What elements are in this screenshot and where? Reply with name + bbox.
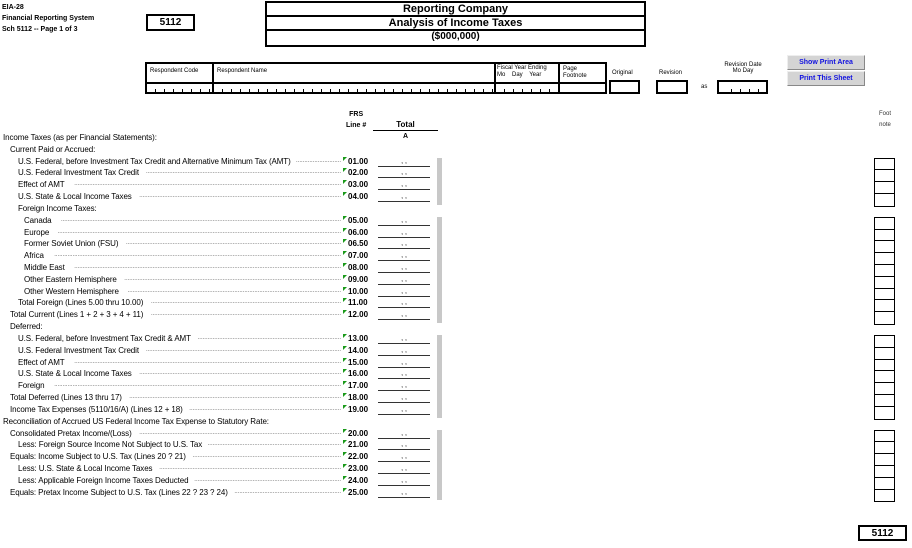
- footnote-cell[interactable]: [875, 371, 894, 383]
- original-label: Original: [612, 70, 633, 76]
- row-lead: [0, 309, 341, 321]
- total-input[interactable]: , ,: [378, 381, 430, 391]
- footnote-cell[interactable]: [875, 194, 894, 206]
- row-label: Effect of AMT: [18, 180, 65, 190]
- form-row: [0, 345, 440, 357]
- form-row: [0, 439, 440, 451]
- leader-dots: ......................................................................................: [197, 334, 341, 341]
- section-heading: [0, 416, 440, 428]
- total-input[interactable]: , ,: [378, 157, 430, 167]
- footnote-cell[interactable]: [875, 182, 894, 194]
- units-title: ($000,000): [431, 31, 480, 42]
- schedule-page: Sch 5112 -- Page 1 of 3: [2, 26, 78, 33]
- leader-dots: ............................................................................................................................................................................: [54, 382, 341, 389]
- line-number: 10.00: [348, 286, 369, 296]
- row-label: Other Eastern Hemisphere: [24, 274, 117, 284]
- total-input[interactable]: , ,: [378, 429, 430, 439]
- row-label: Less: U.S. State & Local Income Taxes: [18, 463, 153, 473]
- page-footnote-label: Page Footnote: [563, 66, 587, 79]
- total-input[interactable]: , ,: [378, 251, 430, 261]
- leader-dots: ................................................................................................................................: [127, 287, 341, 294]
- total-input[interactable]: , ,: [378, 228, 430, 238]
- comment-marker-icon: [343, 464, 347, 468]
- row-lead: [0, 333, 341, 345]
- comment-marker-icon: [343, 381, 347, 385]
- respondent-code-label: Respondent Code: [150, 68, 199, 74]
- form-row: [0, 297, 440, 309]
- line-number: 06.00: [348, 227, 369, 237]
- form-row: [0, 191, 440, 203]
- row-label: Effect of AMT: [18, 357, 65, 367]
- footnote-header: Foot note: [878, 111, 891, 128]
- footnote-cell[interactable]: [875, 431, 894, 443]
- total-input[interactable]: , ,: [378, 452, 430, 462]
- comment-marker-icon: [343, 251, 347, 255]
- row-lead: [0, 144, 341, 156]
- leader-dots: ..........................................................................................................................................................................: [57, 228, 341, 235]
- line-number: 25.00: [348, 487, 369, 497]
- line-number: 09.00: [348, 274, 369, 284]
- footnote-column: [874, 217, 895, 325]
- footer-schedule-code: 5112: [858, 525, 907, 541]
- row-lead: [0, 179, 341, 191]
- total-input[interactable]: , ,: [378, 298, 430, 308]
- leader-dots: .........................................................................................................................: [139, 429, 341, 436]
- line-number: 02.00: [348, 168, 369, 178]
- footnote-cell[interactable]: [875, 300, 894, 312]
- total-input[interactable]: , ,: [378, 287, 430, 297]
- line-number: 05.00: [348, 215, 369, 225]
- total-input[interactable]: , ,: [378, 393, 430, 403]
- row-lead: [0, 404, 341, 416]
- row-lead: [0, 345, 341, 357]
- total-input[interactable]: , ,: [378, 358, 430, 368]
- row-lead: [0, 286, 341, 298]
- comment-marker-icon: [343, 275, 347, 279]
- footnote-cell[interactable]: [875, 265, 894, 277]
- section-heading: [0, 203, 440, 215]
- group-bar: [437, 335, 442, 418]
- row-label: Other Western Hemisphere: [24, 286, 119, 296]
- leader-dots: .........................................................................................: [192, 453, 341, 460]
- footnote-cell[interactable]: [875, 241, 894, 253]
- comment-marker-icon: [343, 476, 347, 480]
- row-lead: [0, 428, 341, 440]
- footnote-cell[interactable]: [875, 442, 894, 454]
- leader-dots: ................................................................................................................................................................: [74, 264, 341, 271]
- footnote-cell[interactable]: [875, 253, 894, 265]
- footnote-cell[interactable]: [875, 277, 894, 289]
- report-title: Analysis of Income Taxes: [267, 17, 644, 31]
- row-label: Income Tax Expenses (5110/16/A) (Lines 12 + 18): [10, 404, 183, 414]
- leader-dots: ................................................................................................................................................................: [74, 181, 341, 188]
- line-number: 20.00: [348, 428, 369, 438]
- form-row: [0, 286, 440, 298]
- form-row: [0, 333, 440, 345]
- row-lead: [0, 475, 341, 487]
- form-row: [0, 215, 440, 227]
- line-number: 16.00: [348, 369, 369, 379]
- footnote-cell[interactable]: [875, 383, 894, 395]
- footnote-cell[interactable]: [875, 360, 894, 372]
- footnote-cell[interactable]: [875, 454, 894, 466]
- as-label: as: [701, 84, 708, 90]
- row-label: Total Current (Lines 1 + 2 + 3 + 4 + 11): [10, 310, 144, 320]
- row-label: Less: Applicable Foreign Income Taxes Deducted: [18, 475, 189, 485]
- form-row: [0, 392, 440, 404]
- leader-dots: .....................................................................................................................: [145, 169, 341, 176]
- comment-marker-icon: [343, 192, 347, 196]
- leader-dots: ..................................................................................................................................: [124, 275, 341, 282]
- row-label: Reconciliation of Accrued US Federal Income Tax Expense to Statutory Rate:: [3, 416, 269, 426]
- form-id: EIA-28: [2, 4, 24, 11]
- line-number: 13.00: [348, 333, 369, 343]
- line-number: 14.00: [348, 345, 369, 355]
- comment-marker-icon: [343, 228, 347, 232]
- form-row: [0, 179, 440, 191]
- form-row: [0, 463, 440, 475]
- comment-marker-icon: [343, 488, 347, 492]
- line-number: 15.00: [348, 357, 369, 367]
- leader-dots: ..................................................................................................................: [150, 299, 341, 306]
- leader-dots: .........................................................................................................................: [139, 370, 341, 377]
- total-header: Total: [373, 120, 438, 131]
- row-lead: [0, 463, 341, 475]
- row-lead: [0, 297, 341, 309]
- row-label: U.S. Federal, before Investment Tax Credit & AMT: [18, 333, 191, 343]
- respondent-name-label: Respondent Name: [217, 68, 268, 74]
- form-row: [0, 487, 440, 499]
- comment-marker-icon: [343, 168, 347, 172]
- leader-dots: ............................................................................................................................................................................: [54, 252, 341, 259]
- row-label: Total Foreign (Lines 5.00 thru 10.00): [18, 298, 144, 308]
- total-input[interactable]: , ,: [378, 346, 430, 356]
- form-row: [0, 238, 440, 250]
- leader-dots: .............................................................................................................: [159, 464, 341, 471]
- row-label: Canada: [24, 215, 52, 225]
- original-field[interactable]: [609, 80, 640, 94]
- footnote-column: [874, 158, 895, 207]
- show-print-area-button[interactable]: Show Print Area: [787, 55, 865, 70]
- total-input[interactable]: , ,: [378, 310, 430, 320]
- comment-marker-icon: [343, 346, 347, 350]
- respondent-code-field[interactable]: [145, 62, 214, 94]
- row-lead: [0, 238, 341, 250]
- form-row: [0, 262, 440, 274]
- form-row: [0, 250, 440, 262]
- leader-dots: ................................................................: [234, 488, 341, 495]
- footnote-cell[interactable]: [875, 466, 894, 478]
- row-lead: [0, 439, 341, 451]
- fiscal-year-label: Fiscal Year Ending Mo Day Year: [497, 65, 547, 78]
- leader-dots: .....................................................................................................................: [145, 346, 341, 353]
- row-label: Middle East: [24, 263, 65, 273]
- comment-marker-icon: [343, 310, 347, 314]
- row-label: Consolidated Pretax Income/(Loss): [10, 428, 132, 438]
- total-input[interactable]: , ,: [378, 239, 430, 249]
- leader-dots: ................................................................................: [207, 441, 341, 448]
- comment-marker-icon: [343, 429, 347, 433]
- leader-dots: ..................................................................................................................: [150, 311, 341, 318]
- row-label: U.S. State & Local Income Taxes: [18, 369, 132, 379]
- row-lead: [0, 215, 341, 227]
- comment-marker-icon: [343, 157, 347, 161]
- total-input[interactable]: , ,: [378, 369, 430, 379]
- leader-dots: .................................................................................................................................: [125, 240, 341, 247]
- footnote-cell[interactable]: [875, 490, 894, 502]
- form-row: [0, 428, 440, 440]
- line-number: 17.00: [348, 381, 369, 391]
- leader-dots: ...........................: [295, 157, 341, 164]
- form-row: [0, 309, 440, 321]
- line-number: 24.00: [348, 475, 369, 485]
- revision-field[interactable]: [656, 80, 688, 94]
- row-label: Africa: [24, 251, 44, 261]
- total-input[interactable]: , ,: [378, 263, 430, 273]
- total-input[interactable]: , ,: [378, 180, 430, 190]
- row-label: Europe: [24, 227, 50, 237]
- comment-marker-icon: [343, 358, 347, 362]
- footnote-column: [874, 430, 895, 503]
- row-lead: [0, 132, 341, 144]
- line-number: 07.00: [348, 251, 369, 261]
- leader-dots: .........................................................................................................................: [139, 193, 341, 200]
- row-lead: [0, 203, 341, 215]
- row-lead: [0, 156, 341, 168]
- row-label: Former Soviet Union (FSU): [24, 239, 119, 249]
- row-lead: [0, 191, 341, 203]
- total-input[interactable]: , ,: [378, 192, 430, 202]
- form-row: [0, 380, 440, 392]
- footnote-cell[interactable]: [875, 407, 894, 419]
- row-label: Deferred:: [10, 322, 43, 332]
- comment-marker-icon: [343, 440, 347, 444]
- line-number: 06.50: [348, 239, 369, 249]
- total-input[interactable]: , ,: [378, 275, 430, 285]
- row-lead: [0, 227, 341, 239]
- row-label: Foreign: [18, 381, 45, 391]
- total-input[interactable]: , ,: [378, 440, 430, 450]
- line-number: 01.00: [348, 156, 369, 166]
- row-lead: [0, 357, 341, 369]
- comment-marker-icon: [343, 298, 347, 302]
- total-input[interactable]: , ,: [378, 405, 430, 415]
- form-row: [0, 167, 440, 179]
- row-lead: [0, 262, 341, 274]
- form-row: [0, 227, 440, 239]
- leader-dots: ...........................................................................................: [189, 405, 341, 412]
- comment-marker-icon: [343, 180, 347, 184]
- footnote-cell[interactable]: [875, 395, 894, 407]
- frs-line-header: FRS Line #: [346, 111, 367, 129]
- footnote-cell[interactable]: [875, 312, 894, 324]
- system-name: Financial Reporting System: [2, 15, 95, 22]
- row-label: Total Deferred (Lines 13 thru 17): [10, 393, 122, 403]
- row-label: Less: Foreign Source Income Not Subject to U.S. Tax: [18, 440, 203, 450]
- print-sheet-button[interactable]: Print This Sheet: [787, 71, 865, 86]
- row-lead: [0, 392, 341, 404]
- leader-dots: ........................................................................................................................................................................: [60, 216, 341, 223]
- fiscal-year-field[interactable]: [494, 62, 560, 94]
- row-lead: [0, 451, 341, 463]
- form-row: [0, 156, 440, 168]
- row-lead: [0, 416, 341, 428]
- line-number: 22.00: [348, 452, 369, 462]
- row-label: U.S. Federal Investment Tax Credit: [18, 168, 139, 178]
- total-input[interactable]: , ,: [378, 464, 430, 474]
- footnote-column: [874, 335, 895, 420]
- line-number: 11.00: [348, 298, 368, 308]
- form-row: [0, 451, 440, 463]
- respondent-name-field[interactable]: [212, 62, 496, 94]
- line-number: 23.00: [348, 463, 369, 473]
- total-input[interactable]: , ,: [378, 476, 430, 486]
- line-number: 18.00: [348, 393, 369, 403]
- revision-label: Revision: [659, 70, 683, 76]
- footnote-cell[interactable]: [875, 170, 894, 182]
- section-heading: [0, 144, 440, 156]
- total-input[interactable]: , ,: [378, 334, 430, 344]
- total-input[interactable]: , ,: [378, 488, 430, 498]
- company-title: Reporting Company: [267, 3, 644, 17]
- comment-marker-icon: [343, 263, 347, 267]
- form-row: [0, 404, 440, 416]
- comment-marker-icon: [343, 216, 347, 220]
- form-row: [0, 274, 440, 286]
- line-number: 04.00: [348, 192, 369, 202]
- leader-dots: ................................................................................................................................................................: [74, 358, 341, 365]
- row-label: U.S. Federal, before Investment Tax Credit and Alternative Minimum Tax (AMT): [18, 156, 291, 166]
- group-bar: [437, 217, 442, 323]
- revision-date-field[interactable]: [717, 80, 768, 94]
- form-row: [0, 475, 440, 487]
- comment-marker-icon: [343, 452, 347, 456]
- group-bar: [437, 158, 442, 205]
- footnote-cell[interactable]: [875, 348, 894, 360]
- comment-marker-icon: [343, 405, 347, 409]
- row-lead: [0, 321, 341, 333]
- footnote-cell[interactable]: [875, 289, 894, 301]
- row-label: Equals: Income Subject to U.S. Tax (Lines 20 ? 21): [10, 452, 186, 462]
- footnote-cell[interactable]: [875, 336, 894, 348]
- total-input[interactable]: , ,: [378, 168, 430, 178]
- line-number: 08.00: [348, 263, 369, 273]
- group-bar: [437, 430, 442, 501]
- section-heading: [0, 321, 440, 333]
- row-lead: [0, 274, 341, 286]
- footnote-cell[interactable]: [875, 230, 894, 242]
- title-block: [265, 1, 646, 47]
- row-lead: [0, 250, 341, 262]
- footnote-cell[interactable]: [875, 159, 894, 171]
- form-header: [2, 2, 94, 35]
- total-input[interactable]: , ,: [378, 216, 430, 226]
- line-number: 19.00: [348, 404, 369, 414]
- line-number: 03.00: [348, 180, 369, 190]
- comment-marker-icon: [343, 393, 347, 397]
- leader-dots: ...............................................................................................................................: [129, 394, 341, 401]
- line-number: 12.00: [348, 310, 369, 320]
- leader-dots: ........................................................................................: [194, 476, 341, 483]
- comment-marker-icon: [343, 369, 347, 373]
- comment-marker-icon: [343, 287, 347, 291]
- row-label: U.S. Federal Investment Tax Credit: [18, 345, 139, 355]
- row-label: Equals: Pretax Income Subject to U.S. Tax (Lines 22 ? 23 ? 24): [10, 487, 228, 497]
- footnote-cell[interactable]: [875, 478, 894, 490]
- row-lead: [0, 487, 341, 499]
- comment-marker-icon: [343, 239, 347, 243]
- row-label: U.S. State & Local Income Taxes: [18, 192, 132, 202]
- form-row: [0, 368, 440, 380]
- form-row: [0, 357, 440, 369]
- footnote-cell[interactable]: [875, 218, 894, 230]
- row-lead: [0, 167, 341, 179]
- column-a-header: A: [402, 133, 409, 140]
- comment-marker-icon: [343, 334, 347, 338]
- schedule-code-box: 5112: [146, 14, 195, 31]
- page-footnote-field[interactable]: [558, 62, 607, 94]
- row-label: Foreign Income Taxes:: [18, 203, 97, 213]
- section-heading: [0, 132, 440, 144]
- row-lead: [0, 368, 341, 380]
- revision-date-label: Revision Date Mo Day: [724, 62, 762, 74]
- row-label: Income Taxes (as per Financial Statements):: [3, 133, 157, 142]
- row-label: Current Paid or Accrued:: [10, 144, 96, 154]
- line-number: 21.00: [348, 440, 369, 450]
- row-lead: [0, 380, 341, 392]
